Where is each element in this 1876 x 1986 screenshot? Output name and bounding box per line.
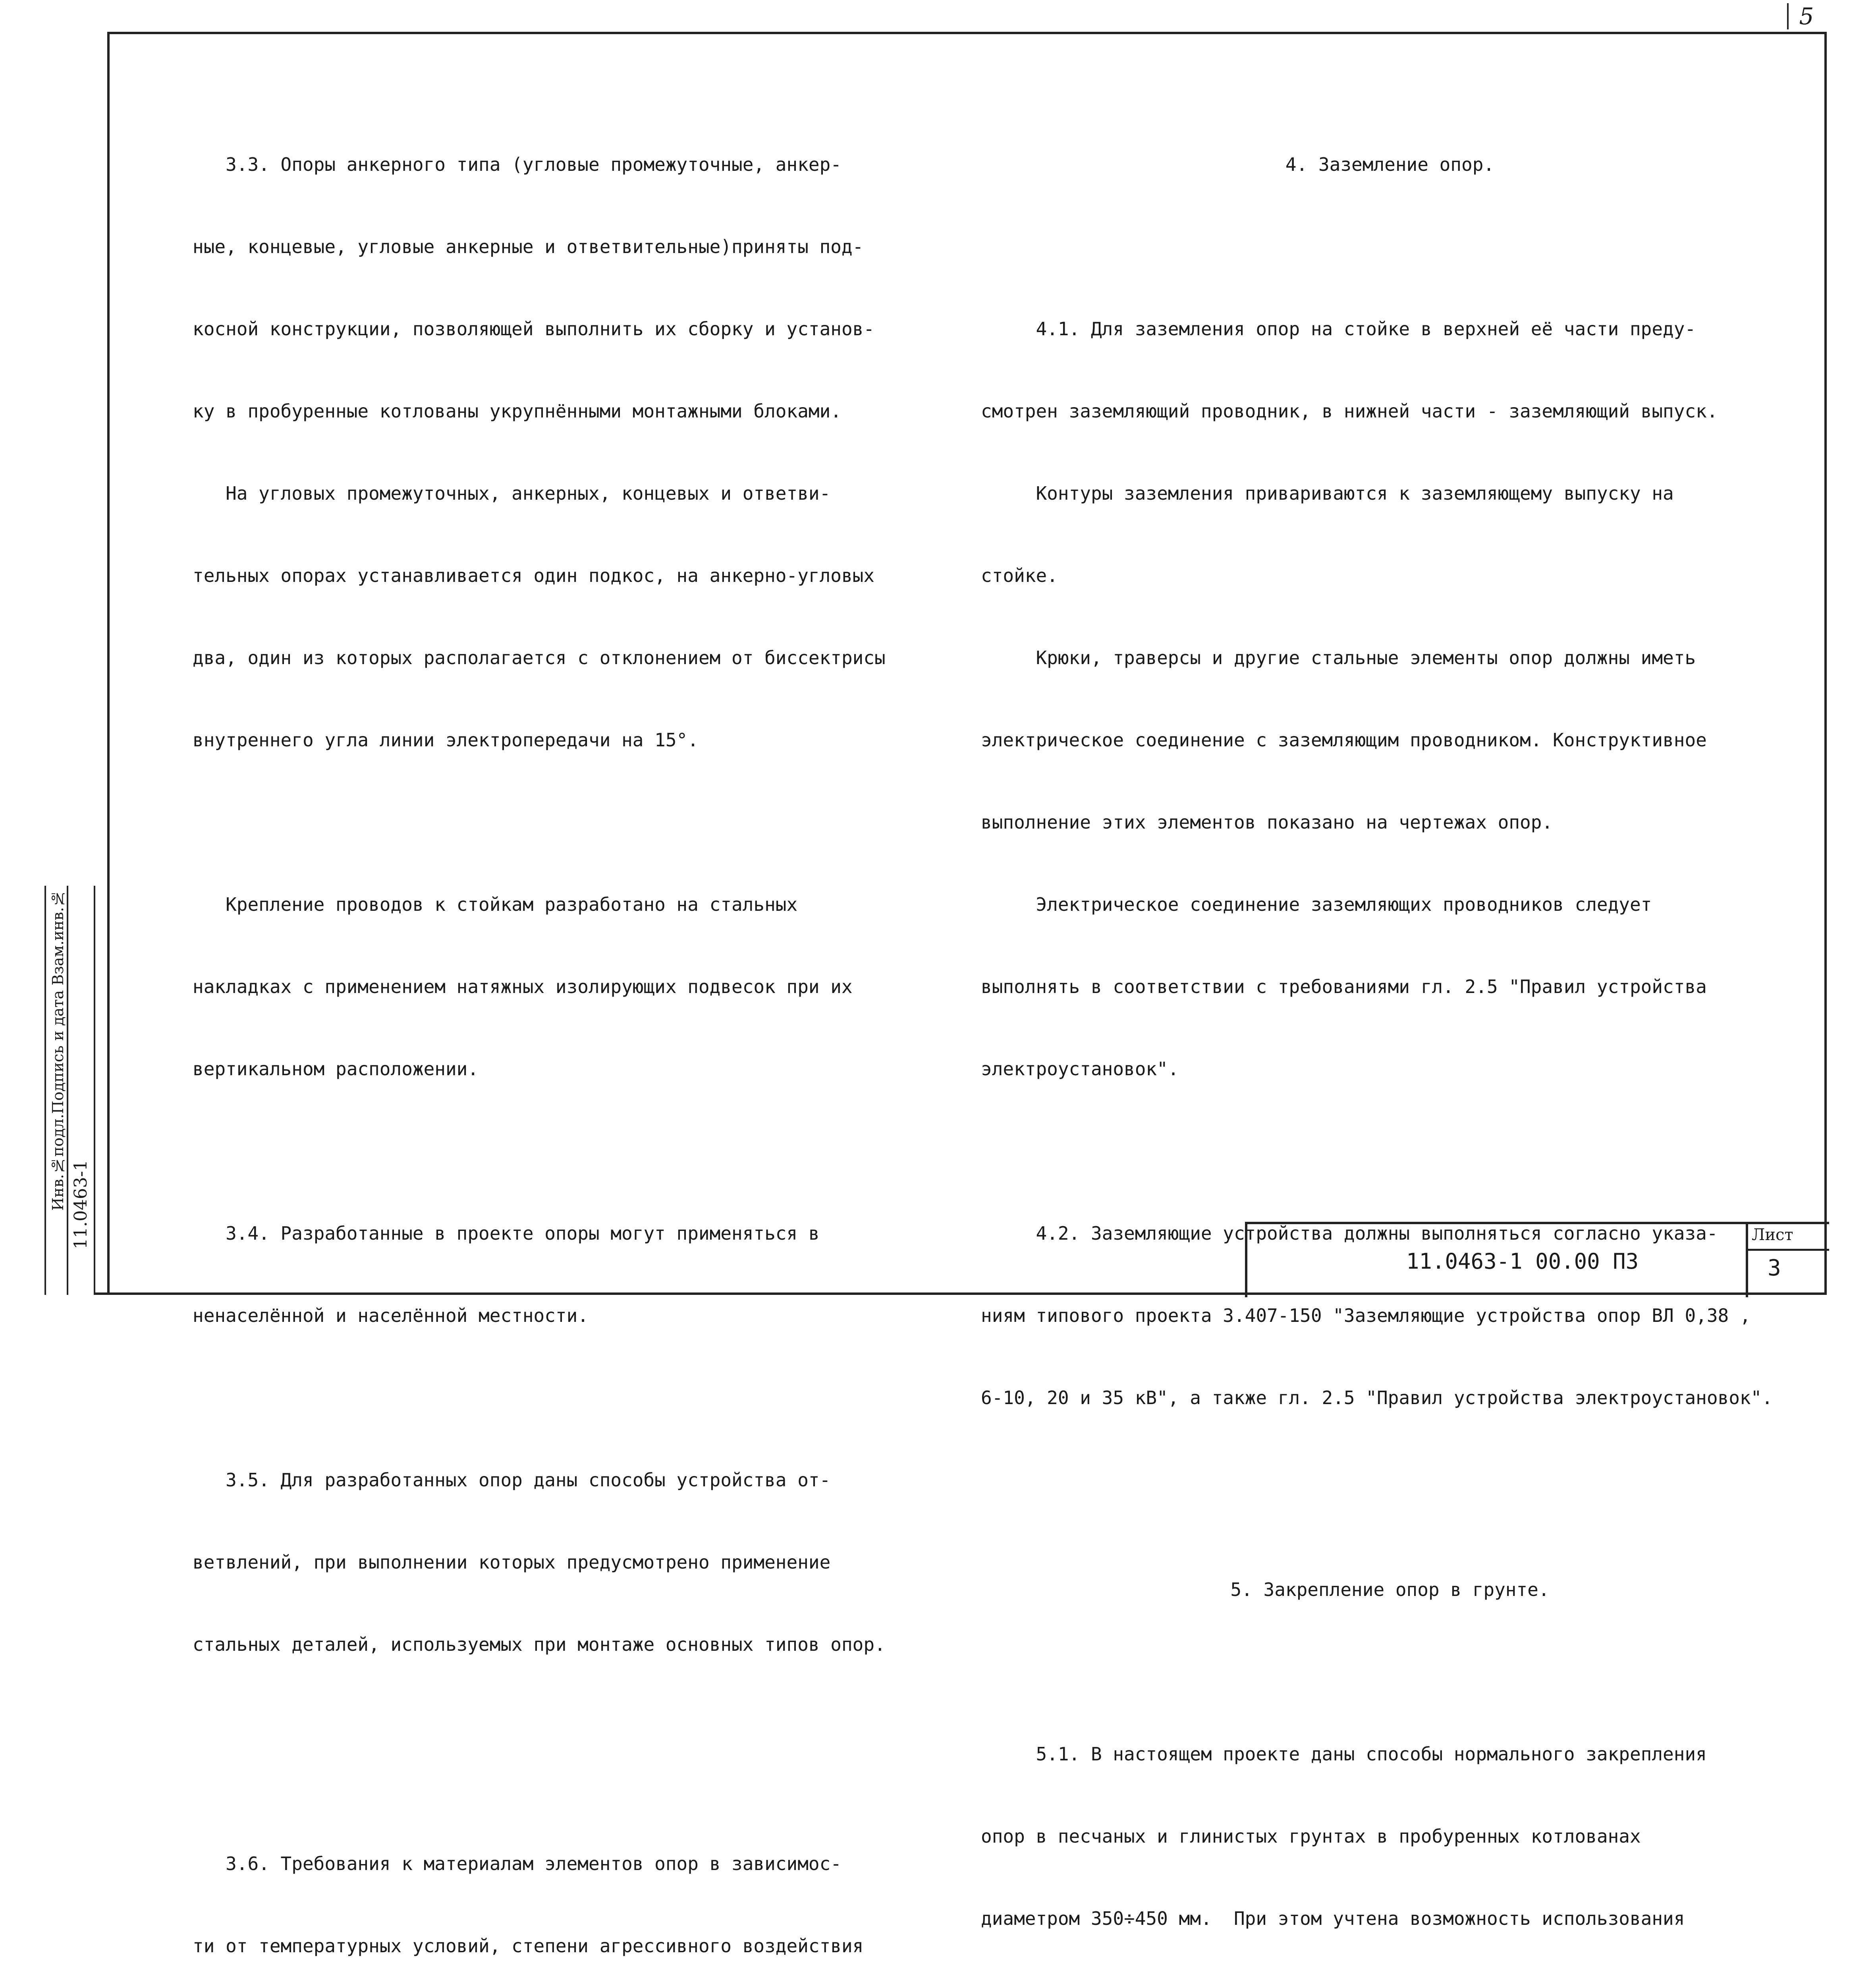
text-line: выполнять в соответствии с требованиями гл. 2.5 "Правил устройства: [981, 976, 1707, 997]
text-line: вертикальном расположении.: [193, 1058, 479, 1080]
text-line: 6-10, 20 и 35 кВ", а также гл. 2.5 "Правил устройства электроустановок".: [981, 1387, 1773, 1408]
text-line: внутреннего угла линии электропередачи на 15°.: [193, 729, 699, 751]
text-line: опор в песчаных и глинистых грунтах в пробуренных котлованах: [981, 1826, 1641, 1847]
inventory-side-strip: [44, 886, 95, 1295]
text-line: 3.6. Требования к материалам элементов опор в зависимос-: [193, 1853, 841, 1874]
title-stamp: [1245, 1222, 1829, 1297]
right-column: [981, 96, 1799, 1986]
text-line: 3.5. Для разработанных опор даны способы устройства от-: [193, 1469, 831, 1491]
text-line: стальных деталей, используемых при монтаже основных типов опор.: [193, 1634, 886, 1655]
text-line: ненаселённой и населённой местности.: [193, 1305, 589, 1326]
document-code: 11.0463-1 00.00 ПЗ: [1406, 1249, 1639, 1274]
text-line: Контуры заземления привариваются к заземляющему выпуску на: [981, 483, 1674, 504]
side-strip-divider: [67, 886, 68, 1295]
text-line: накладках с применением натяжных изолирующих подвесок при их: [193, 976, 853, 997]
text-line: электрическое соединение с заземляющим проводником. Конструктивное: [981, 729, 1707, 751]
text-line: косной конструкции, позволяющей выполнить их сборку и установ-: [193, 318, 875, 340]
sheet-label: Лист: [1752, 1226, 1793, 1244]
text-line: На угловых промежуточных, анкерных, концевых и ответви-: [193, 483, 831, 504]
text-line: Крепление проводов к стойкам разработано на стальных: [193, 894, 798, 915]
side-strip-label: Инв.№подл.Подпись и дата Взам.инв.№: [49, 890, 67, 1211]
section-4-heading: 4. Заземление опор.: [1285, 154, 1495, 175]
text-line: 5.1. В настоящем проекте даны способы нормального закрепления: [981, 1743, 1707, 1765]
text-line: 3.3. Опоры анкерного типа (угловые промежуточные, анкер-: [193, 154, 841, 175]
page-corner-number: 5: [1787, 3, 1824, 29]
text-line: электроустановок".: [981, 1058, 1179, 1080]
text-line: Электрическое соединение заземляющих проводников следует: [981, 894, 1652, 915]
text-line: ветвлений, при выполнении которых предусмотрено применение: [193, 1551, 831, 1573]
left-column: [193, 96, 931, 1986]
text-line: 4.1. Для заземления опор на стойке в верхней её части преду-: [981, 318, 1696, 340]
text-line: выполнение этих элементов показано на чертежах опор.: [981, 811, 1553, 833]
text-line: ниям типового проекта 3.407-150 "Заземляющие устройства опор ВЛ 0,38 ,: [981, 1305, 1751, 1326]
text-line: 4.2. Заземляющие устройства должны выполняться согласно указа-: [981, 1223, 1718, 1244]
text-line: ку в пробуренные котлованы укрупнёнными монтажными блоками.: [193, 400, 841, 422]
side-strip-code: 11.0463-1: [71, 1160, 91, 1249]
text-line: ные, концевые, угловые анкерные и ответвительные)приняты под-: [193, 236, 864, 257]
text-line: ти от температурных условий, степени агрессивного воздействия: [193, 1935, 864, 1957]
stamp-divider: [1746, 1224, 1748, 1297]
frame-left-border: [107, 32, 110, 1295]
frame-right-border: [1824, 32, 1827, 1295]
text-line: Крюки, траверсы и другие стальные элементы опор должны иметь: [981, 647, 1696, 668]
text-line: смотрен заземляющий проводник, в нижней части - заземляющий выпуск.: [981, 400, 1718, 422]
stamp-divider: [1746, 1249, 1829, 1251]
section-5-heading: 5. Закрепление опор в грунте.: [1230, 1579, 1550, 1600]
sheet-number: 3: [1768, 1255, 1781, 1281]
text-line: диаметром 350÷450 мм. При этом учтена возможность использования: [981, 1908, 1685, 1929]
text-line: тельных опорах устанавливается один подкос, на анкерно-угловых: [193, 565, 875, 586]
frame-top-border: [107, 32, 1827, 34]
text-line: стойке.: [981, 565, 1058, 586]
text-line: два, один из которых располагается с отклонением от биссектрисы: [193, 647, 886, 668]
text-line: 3.4. Разработанные в проекте опоры могут применяться в: [193, 1223, 820, 1244]
